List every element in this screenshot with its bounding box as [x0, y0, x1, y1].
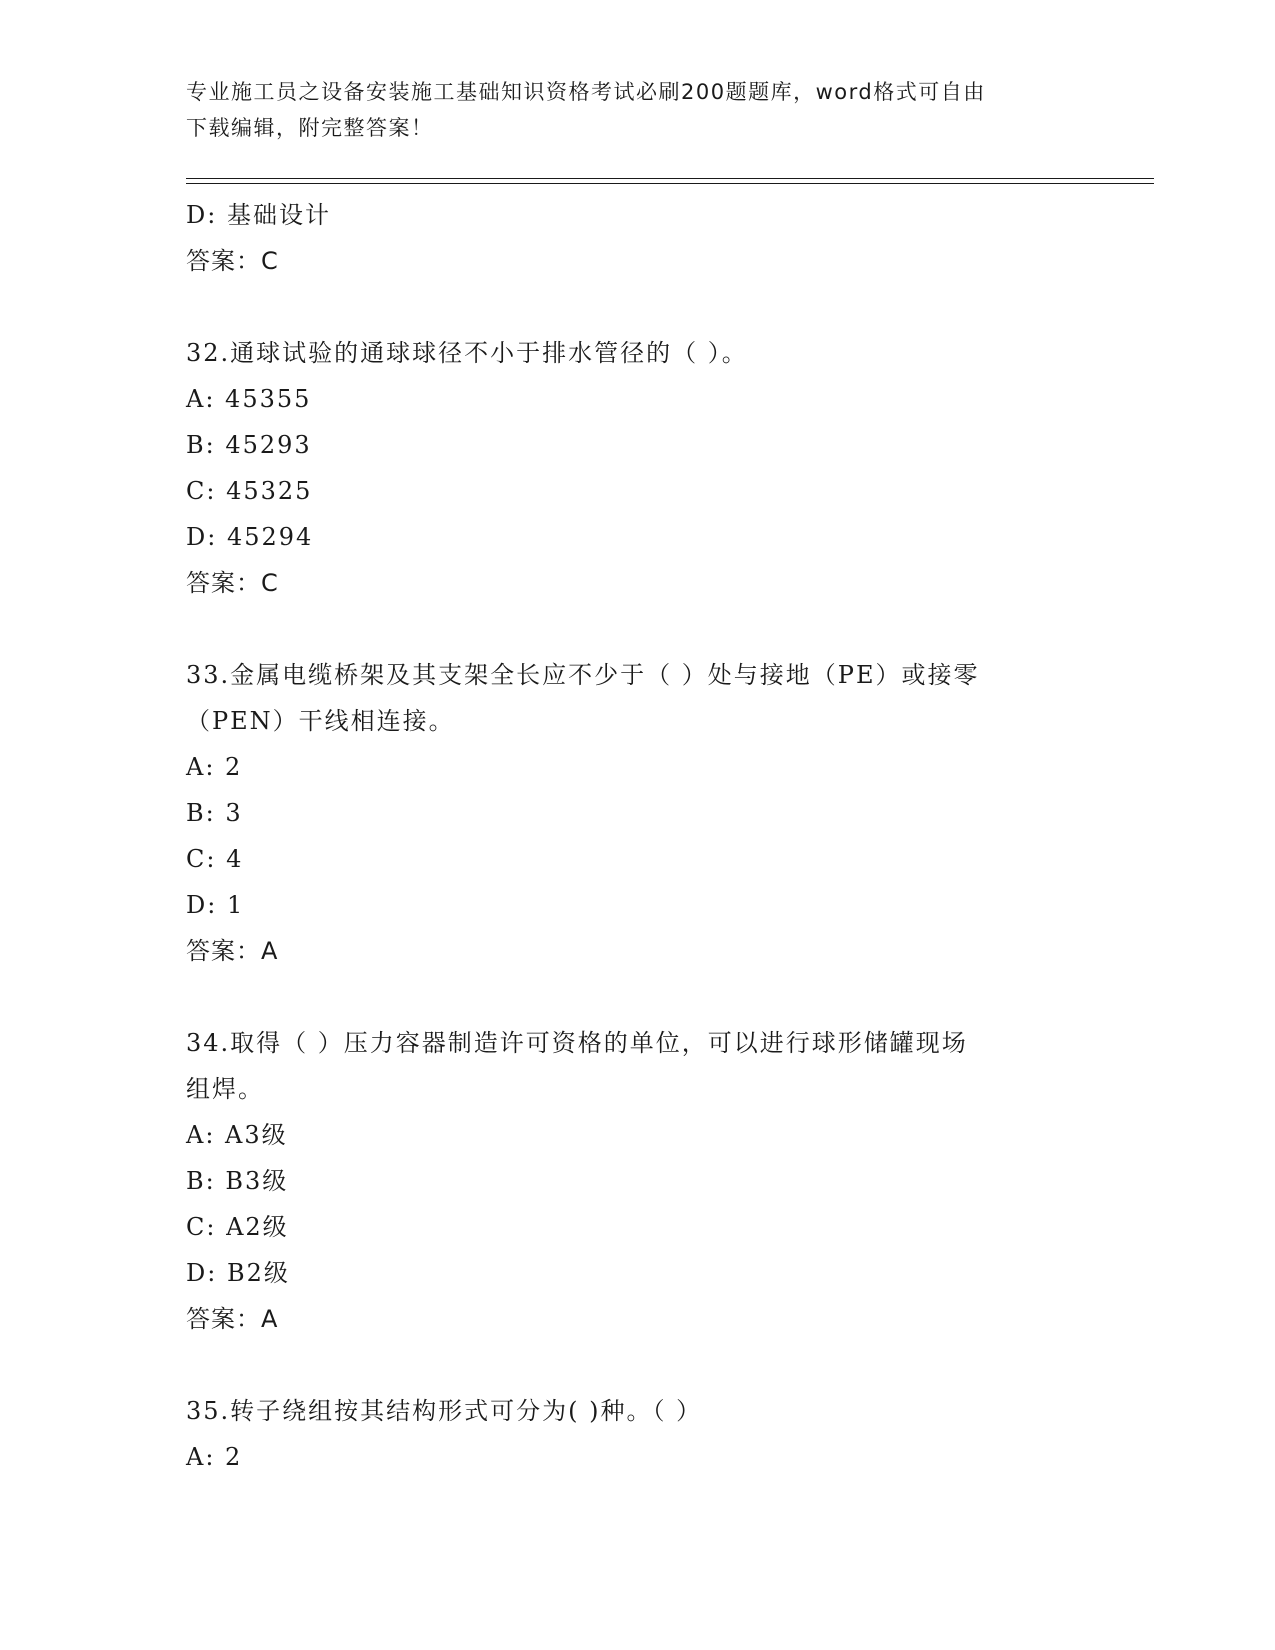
spacer: [186, 1342, 1086, 1388]
question-32-option-a: A: 45355: [186, 385, 312, 413]
question-32-option-c: C: 45325: [186, 477, 313, 505]
question-34-option-c: C: A2级: [186, 1213, 289, 1241]
spacer: [186, 284, 1086, 330]
prev-question-option-d: D: 基础设计: [186, 201, 331, 229]
question-33-option-d: D: 1: [186, 891, 245, 919]
question-35: [186, 1388, 1086, 1480]
question-list: [186, 192, 1086, 1480]
question-33-stem-line-1: 33.金属电缆桥架及其支架全长应不少于（ ）处与接地（PE）或接零: [186, 661, 980, 689]
question-33-option-b: B: 3: [186, 799, 243, 827]
question-35-stem: 35.转子绕组按其结构形式可分为( )种。（ ）: [186, 1397, 703, 1425]
question-34-stem-line-2: 组焊。: [186, 1075, 264, 1103]
question-33-option-a: A: 2: [186, 753, 243, 781]
header-title-line-2: 下载编辑，附完整答案！: [186, 116, 434, 140]
spacer: [186, 606, 1086, 652]
question-32-stem: 32.通球试验的通球球径不小于排水管径的（ ）。: [186, 339, 748, 367]
spacer: [186, 974, 1086, 1020]
question-33: [186, 652, 1086, 974]
question-32: [186, 330, 1086, 606]
question-33-option-c: C: 4: [186, 845, 244, 873]
question-33-stem-line-2: （PEN）干线相连接。: [186, 707, 455, 735]
question-33-answer: 答案：A: [186, 937, 279, 965]
question-34-answer: 答案：A: [186, 1305, 279, 1333]
header-divider-bottom: [186, 183, 1154, 184]
question-34-option-d: D: B2级: [186, 1259, 290, 1287]
question-32-option-d: D: 45294: [186, 523, 314, 551]
question-32-answer: 答案：C: [186, 569, 279, 597]
question-32-option-b: B: 45293: [186, 431, 312, 459]
question-34: [186, 1020, 1086, 1342]
document-header: [186, 74, 1076, 146]
prev-question-answer: 答案：C: [186, 247, 279, 275]
question-35-option-a: A: 2: [186, 1443, 243, 1471]
header-divider-top: [186, 178, 1154, 179]
question-34-option-a: A: A3级: [186, 1121, 288, 1149]
question-34-stem-line-1: 34.取得（ ）压力容器制造许可资格的单位，可以进行球形储罐现场: [186, 1029, 968, 1057]
question-34-option-b: B: B3级: [186, 1167, 289, 1195]
header-title-line-1: 专业施工员之设备安装施工基础知识资格考试必刷200题题库，word格式可自由: [186, 80, 986, 104]
